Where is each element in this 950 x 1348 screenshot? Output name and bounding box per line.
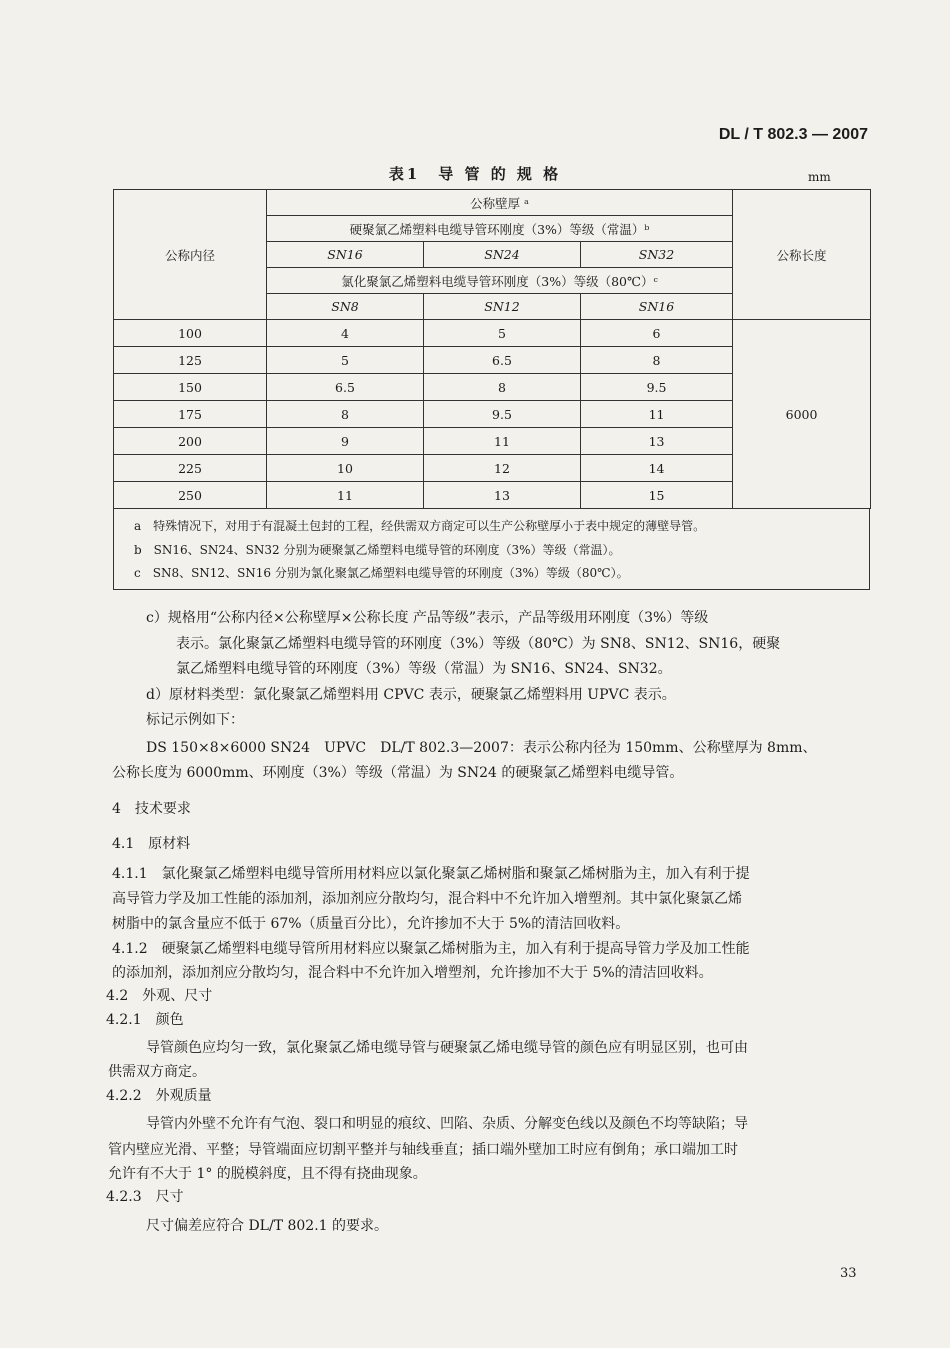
table-cell: 11 [267,482,424,509]
header-cpvc-grade: SN12 [424,294,581,320]
paragraph-4-1-1: 树脂中的氯含量应不低于 67%（质量百分比），允许掺加不大于 5%的清洁回收料。 [112,916,630,932]
table-cell: 5 [267,347,424,374]
header-upvc-grade: SN32 [581,242,733,268]
paragraph-4-2-2: 导管内外壁不允许有气泡、裂口和明显的痕纹、凹陷、杂质、分解变色线以及颜色不均等缺陷；导 [146,1116,748,1132]
header-nominal-diameter: 公称内径 [114,190,267,320]
table-note-b: b SN16、SN24、SN32 分别为硬聚氯乙烯塑料电缆导管的环刚度（3%）等级（常温）。 [134,543,621,557]
table-caption: 表1 导 管 的 规 格 [388,165,562,183]
page-number: 33 [840,1266,857,1281]
table-cell: 225 [114,455,267,482]
table-cell: 4 [267,320,424,347]
item-d-line: d）原材料类型：氯化聚氯乙烯塑料用 CPVC 表示，硬聚氯乙烯塑料用 UPVC 表示。 [146,687,676,703]
section-heading-4-2-1: 4.2.1 颜色 [106,1012,184,1028]
paragraph-4-2-1: 导管颜色应均匀一致，氯化聚氯乙烯电缆导管与硬聚氯乙烯电缆导管的颜色应有明显区别，也可由 [146,1040,748,1056]
item-c-line: 氯乙烯塑料电缆导管的环刚度（3%）等级（常温）为 SN16、SN24、SN32。 [176,661,672,677]
paragraph-4-1-1: 高导管力学及加工性能的添加剂，添加剂应分散均匀，混合料中不允许加入增塑剂。其中氯化聚氯乙烯 [112,891,742,907]
paragraph-4-2-2: 管内壁应光滑、平整；导管端面应切割平整并与轴线垂直；插口端外壁加工时应有倒角；承口端加工时 [108,1142,738,1158]
example-line: DS 150×8×6000 SN24 UPVC DL/T 802.3—2007：表示公称内径为 150mm、公称壁厚为 8mm、 [146,740,817,756]
table-cell: 175 [114,401,267,428]
header-cpvc-grade: SN16 [581,294,733,320]
table-note-a: a 特殊情况下，对用于有混凝土包封的工程，经供需双方商定可以生产公称壁厚小于表中规定的薄壁导管。 [134,519,706,533]
header-nominal-length: 公称长度 [733,190,871,320]
section-heading-4-1: 4.1 原材料 [112,836,191,852]
section-heading-4-2-3: 4.2.3 尺寸 [106,1189,184,1205]
table-cell: 6.5 [267,374,424,401]
paragraph-4-2-3: 尺寸偏差应符合 DL/T 802.1 的要求。 [146,1218,389,1234]
table-cell: 11 [424,428,581,455]
table-cell: 13 [581,428,733,455]
table-row [114,320,871,347]
paragraph-4-1-2: 4.1.2 硬聚氯乙烯塑料电缆导管所用材料应以聚氯乙烯树脂为主，加入有利于提高导管力学及加工性能 [112,941,750,957]
table-cell: 15 [581,482,733,509]
table-cell: 250 [114,482,267,509]
table-cell: 13 [424,482,581,509]
paragraph-4-2-2: 允许有不大于 1° 的脱模斜度，且不得有挠曲现象。 [108,1166,427,1182]
section-heading-4-2: 4.2 外观、尺寸 [106,988,213,1004]
paragraph-4-2-1: 供需双方商定。 [108,1064,206,1080]
table-cell: 12 [424,455,581,482]
table-cell: 200 [114,428,267,455]
spec-table [113,189,871,509]
item-c-line: 表示。氯化聚氯乙烯塑料电缆导管的环刚度（3%）等级（80℃）为 SN8、SN12、SN16，硬聚 [176,636,781,652]
section-heading-4: 4 技术要求 [112,801,191,817]
table-cell: 8 [581,347,733,374]
table-cell: 6.5 [424,347,581,374]
nominal-length-value: 6000 [733,320,871,509]
standard-code-header: DL / T 802.3 — 2007 [718,126,868,143]
header-upvc-grade: SN16 [267,242,424,268]
table-cell: 8 [267,401,424,428]
table-notes [113,509,870,590]
table-cell: 11 [581,401,733,428]
table-cell: 9.5 [581,374,733,401]
header-wall-thickness: 公称壁厚 ᵃ [267,190,733,216]
table-cell: 14 [581,455,733,482]
header-cpvc-grade: SN8 [267,294,424,320]
paragraph-4-1-2: 的添加剂，添加剂应分散均匀，混合料中不允许加入增塑剂，允许掺加不大于 5%的清洁回收料。 [112,965,713,981]
table-cell: 100 [114,320,267,347]
header-upvc-grade: SN24 [424,242,581,268]
table-cell: 125 [114,347,267,374]
table-cell: 8 [424,374,581,401]
example-line: 公称长度为 6000mm、环刚度（3%）等级（常温）为 SN24 的硬聚氯乙烯塑料电缆导管。 [112,765,684,781]
paragraph-4-1-1: 4.1.1 氯化聚氯乙烯塑料电缆导管所用材料应以氯化聚氯乙烯树脂和聚氯乙烯树脂为主，加入有利于提 [112,866,750,882]
header-cpvc-grade-label: 氯化聚氯乙烯塑料电缆导管环刚度（3%）等级（80℃）ᶜ [267,268,733,294]
header-upvc-grade-label: 硬聚氯乙烯塑料电缆导管环刚度（3%）等级（常温）ᵇ [267,216,733,242]
example-intro: 标记示例如下： [146,712,244,728]
table-cell: 9 [267,428,424,455]
table-cell: 9.5 [424,401,581,428]
table-unit-label: mm [808,170,831,184]
table-cell: 6 [581,320,733,347]
table-cell: 5 [424,320,581,347]
table-cell: 150 [114,374,267,401]
section-heading-4-2-2: 4.2.2 外观质量 [106,1088,212,1104]
table-cell: 10 [267,455,424,482]
table-note-c: c SN8、SN12、SN16 分别为氯化聚氯乙烯塑料电缆导管的环刚度（3%）等级（80℃）。 [134,566,629,580]
item-c-line: c）规格用“公称内径×公称壁厚×公称长度 产品等级”表示，产品等级用环刚度（3%）等级 [146,610,709,626]
